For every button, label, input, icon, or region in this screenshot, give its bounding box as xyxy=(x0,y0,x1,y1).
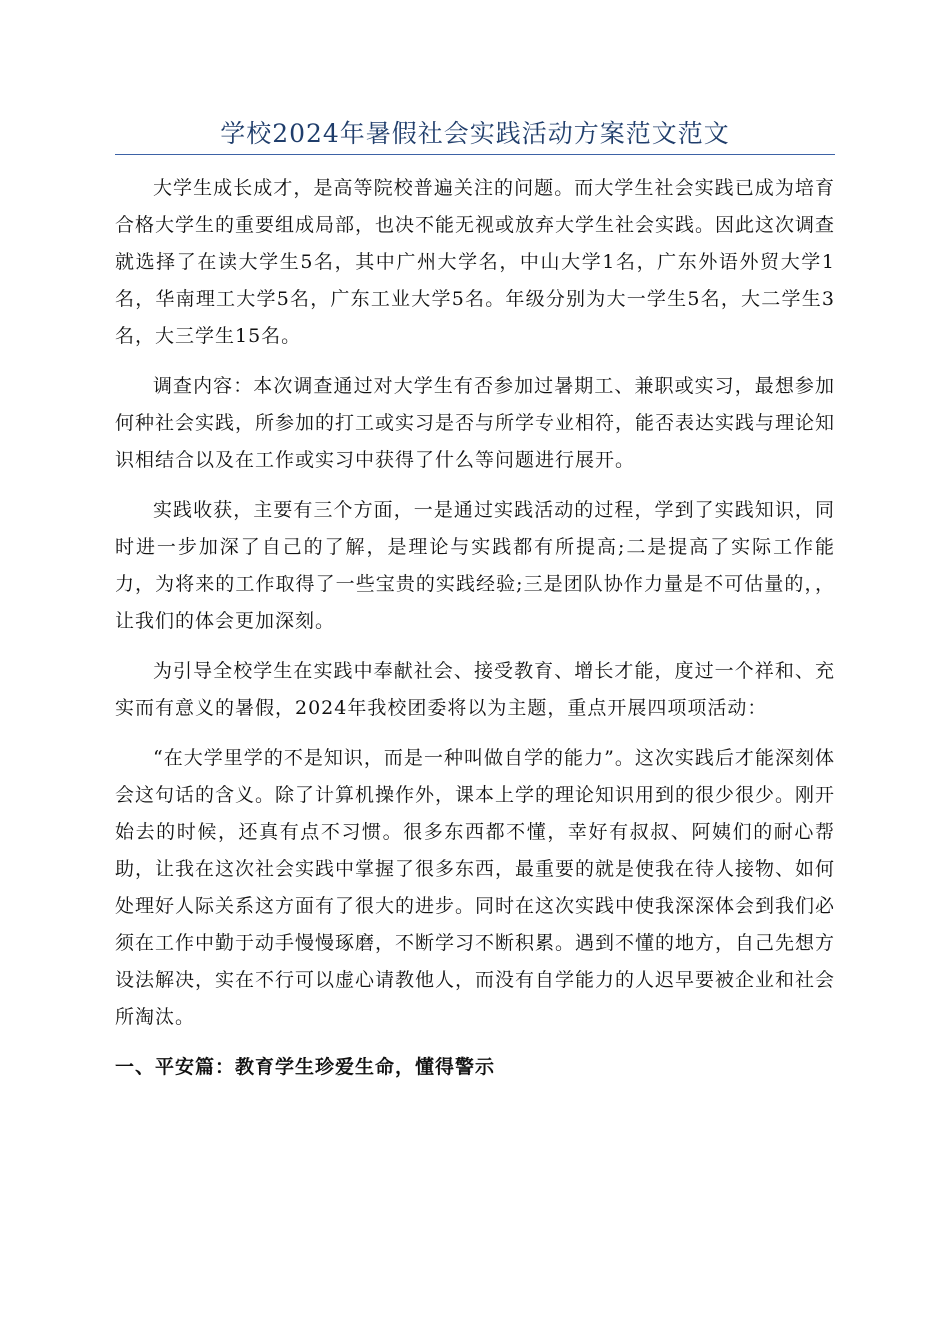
paragraph: 调查内容：本次调查通过对大学生有否参加过暑期工、兼职或实习，最想参加何种社会实践，所参加的打工或实习是否与所学专业相符，能否表达实践与理论知识相结合以及在工作或实习中获得了什么等问题进行展开。 xyxy=(115,375,836,471)
document-body xyxy=(115,170,835,1086)
section-heading: 一、平安篇：教育学生珍爱生命，懂得警示 xyxy=(115,1056,496,1078)
paragraph: 大学生成长成才，是高等院校普遍关注的问题。而大学生社会实践已成为培育合格大学生的重要组成局部，也决不能无视或放弃大学生社会实践。因此这次调查就选择了在读大学生5名，其中广州大学名，中山大学1名，广东外语外贸大学1名，华南理工大学5名，广东工业大学5名。年级分别为大一学生5名，大二学生3名，大三学生15名。 xyxy=(115,177,836,347)
document-title: 学校2024年暑假社会实践活动方案范文范文 xyxy=(220,119,730,148)
title-underline xyxy=(115,154,835,155)
paragraph: 实践收获，主要有三个方面，一是通过实践活动的过程，学到了实践知识，同时进一步加深了自己的了解，是理论与实践都有所提高;二是提高了实际工作能力，为将来的工作取得了一些宝贵的实践经验;三是团队协作力量是不可估量的，，让我们的体会更加深刻。 xyxy=(115,499,835,632)
paragraph: 为引导全校学生在实践中奉献社会、接受教育、增长才能，度过一个祥和、充实而有意义的暑假，2024年我校团委将以为主题，重点开展四项项活动： xyxy=(115,660,835,719)
paragraph: “在大学里学的不是知识，而是一种叫做自学的能力”。这次实践后才能深刻体会这句话的含义。除了计算机操作外，课本上学的理论知识用到的很少很少。刚开始去的时候，还真有点不习惯。很多东西都不懂，幸好有叔叔、阿姨们的耐心帮助，让我在这次社会实践中掌握了很多东西，最重要的就是使我在待人接物、如何处理好人际关系这方面有了很大的进步。同时在这次实践中使我深深体会到我们必须在工作中勤于动手慢慢琢磨，不断学习不断积累。遇到不懂的地方，自己先想方设法解决，实在不行可以虚心请教他人，而没有自学能力的人迟早要被企业和社会所淘汰。 xyxy=(115,747,836,1028)
